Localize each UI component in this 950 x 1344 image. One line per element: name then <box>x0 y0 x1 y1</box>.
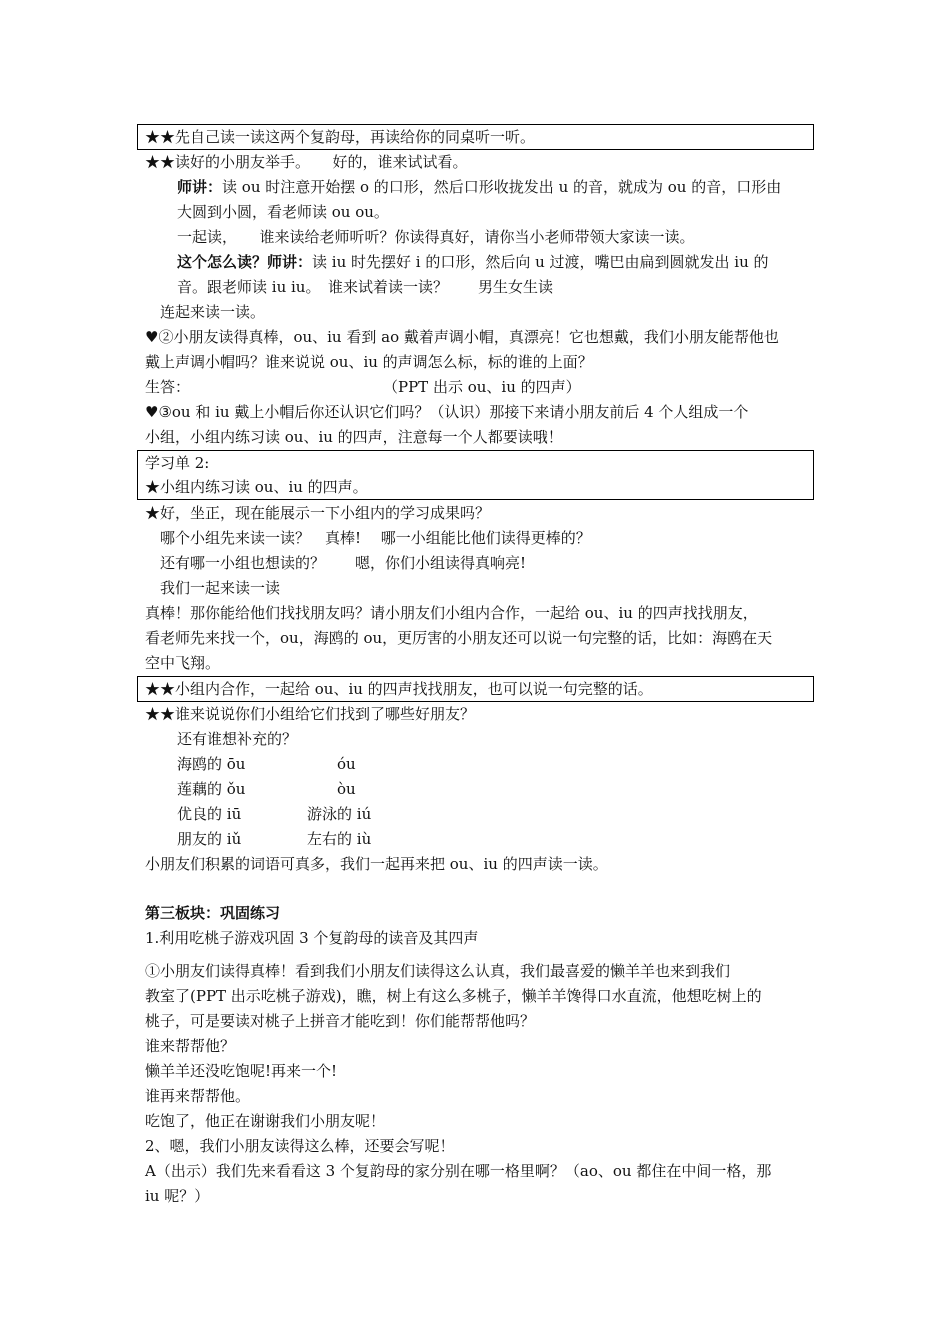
text-span: 读 iu 时先摆好 i 的口形，然后向 u 过渡，嘴巴由扁到圆就发出 iu 的 <box>312 253 769 271</box>
text-line: 教室了(PPT 出示吃桃子游戏)，瞧，树上有这么多桃子，懒羊羊馋得口水直流，他想吃树上的 <box>145 987 762 1005</box>
word-item: 优良的 iū <box>177 805 242 823</box>
section-heading: 第三板块：巩固练习 <box>145 904 281 922</box>
teacher-label: 这个怎么读？师讲： <box>177 253 313 271</box>
word-item: óu <box>337 755 356 773</box>
teacher-label: 师讲： <box>177 178 223 196</box>
text-line: 空中飞翔。 <box>145 654 221 672</box>
text-line: 还有哪一小组也想读的？ 嗯，你们小组读得真响亮! <box>160 554 527 572</box>
text-line: ★★小组内合作，一起给 ou、iu 的四声找找朋友，也可以说一句完整的话。 <box>145 680 653 698</box>
text-line: ♥②小朋友读得真棒，ou、iu 看到 ao 戴着声调小帽，真漂亮！它也想戴，我们小朋友能帮他也 <box>145 328 779 346</box>
text-line: 生答： <box>145 378 191 396</box>
worksheet-title: 学习单 2: <box>145 454 210 472</box>
text-line: 戴上声调小帽吗？谁来说说 ou、iu 的声调怎么标，标的谁的上面？ <box>145 353 593 371</box>
text-line: 吃饱了，他正在谢谢我们小朋友呢！ <box>145 1112 386 1130</box>
text-line: 谁来帮帮他？ <box>145 1037 236 1055</box>
text-line: 一起读， 谁来读给老师听听？你读得真好，请你当小老师带领大家读一读。 <box>177 228 695 246</box>
text-line: 哪个小组先来读一读？ 真棒! 哪一小组能比他们读得更棒的？ <box>160 529 591 547</box>
word-item: òu <box>337 780 356 798</box>
text-line: 真棒！那你能给他们找找朋友吗？请小朋友们小组内合作，一起给 ou、iu 的四声找找朋友， <box>145 604 758 622</box>
text-line: 大圆到小圆，看老师读 ou ou。 <box>177 203 389 221</box>
text-line: 看老师先来找一个，ou，海鸥的 ou，更厉害的小朋友还可以说一句完整的话，比如：海鸥在天 <box>145 629 773 647</box>
word-item: 莲藕的 ǒu <box>177 780 246 798</box>
text-line: ★★谁来说说你们小组给它们找到了哪些好朋友？ <box>145 705 476 723</box>
text-line: ①小朋友们读得真棒！看到我们小朋友们读得这么认真，我们最喜爱的懒羊羊也来到我们 <box>145 962 731 980</box>
text-line: ♥③ou 和 iu 戴上小帽后你还认识它们吗？（认识）那接下来请小朋友前后 4 个人组成一个 <box>145 403 749 421</box>
text-line: 连起来读一读。 <box>160 303 266 321</box>
text-line <box>177 251 769 273</box>
text-line: 小朋友们积累的词语可真多，我们一起再来把 ou、iu 的四声读一读。 <box>145 855 608 873</box>
text-line: iu 呢？） <box>145 1187 210 1205</box>
subsection-heading: 1.利用吃桃子游戏巩固 3 个复韵母的读音及其四声 <box>145 929 479 947</box>
text-line: 小组，小组内练习读 ou、iu 的四声，注意每一个人都要读哦！ <box>145 428 563 446</box>
word-item: 朋友的 iǔ <box>177 830 242 848</box>
text-line: 桃子，可是要读对桃子上拼音才能吃到！你们能帮帮他吗？ <box>145 1012 536 1030</box>
text-line: 音。跟老师读 iu iu。 谁来试着读一读？ 男生女生读 <box>177 278 553 296</box>
text-line: 我们一起来读一读 <box>160 579 281 597</box>
text-line: A（出示）我们先来看看这 3 个复韵母的家分别在哪一格里啊？（ao、ou 都住在中间一格，那 <box>145 1162 772 1180</box>
text-span: 读 ou 时注意开始摆 o 的口形，然后口形收拢发出 u 的音，就成为 ou 的音，口形由 <box>222 178 782 196</box>
word-item: 海鸥的 ōu <box>177 755 246 773</box>
text-line: ★小组内练习读 ou、iu 的四声。 <box>145 478 368 496</box>
text-line: 还有谁想补充的？ <box>177 730 298 748</box>
text-line <box>177 176 781 198</box>
word-item: 游泳的 iú <box>307 805 372 823</box>
text-line: ★★读好的小朋友举手。 好的，谁来试试看。 <box>145 153 468 171</box>
word-item: 左右的 iù <box>307 830 372 848</box>
text-line: 懒羊羊还没吃饱呢!再来一个! <box>145 1062 338 1080</box>
text-line: 谁再来帮帮他。 <box>145 1087 251 1105</box>
text-line: 2、嗯，我们小朋友读得这么棒，还要会写呢！ <box>145 1137 455 1155</box>
text-line: ★★先自己读一读这两个复韵母，再读给你的同桌听一听。 <box>145 128 536 146</box>
text-line: （PPT 出示 ou、iu 的四声） <box>383 378 581 396</box>
text-line: ★好，坐正，现在能展示一下小组内的学习成果吗？ <box>145 504 491 522</box>
